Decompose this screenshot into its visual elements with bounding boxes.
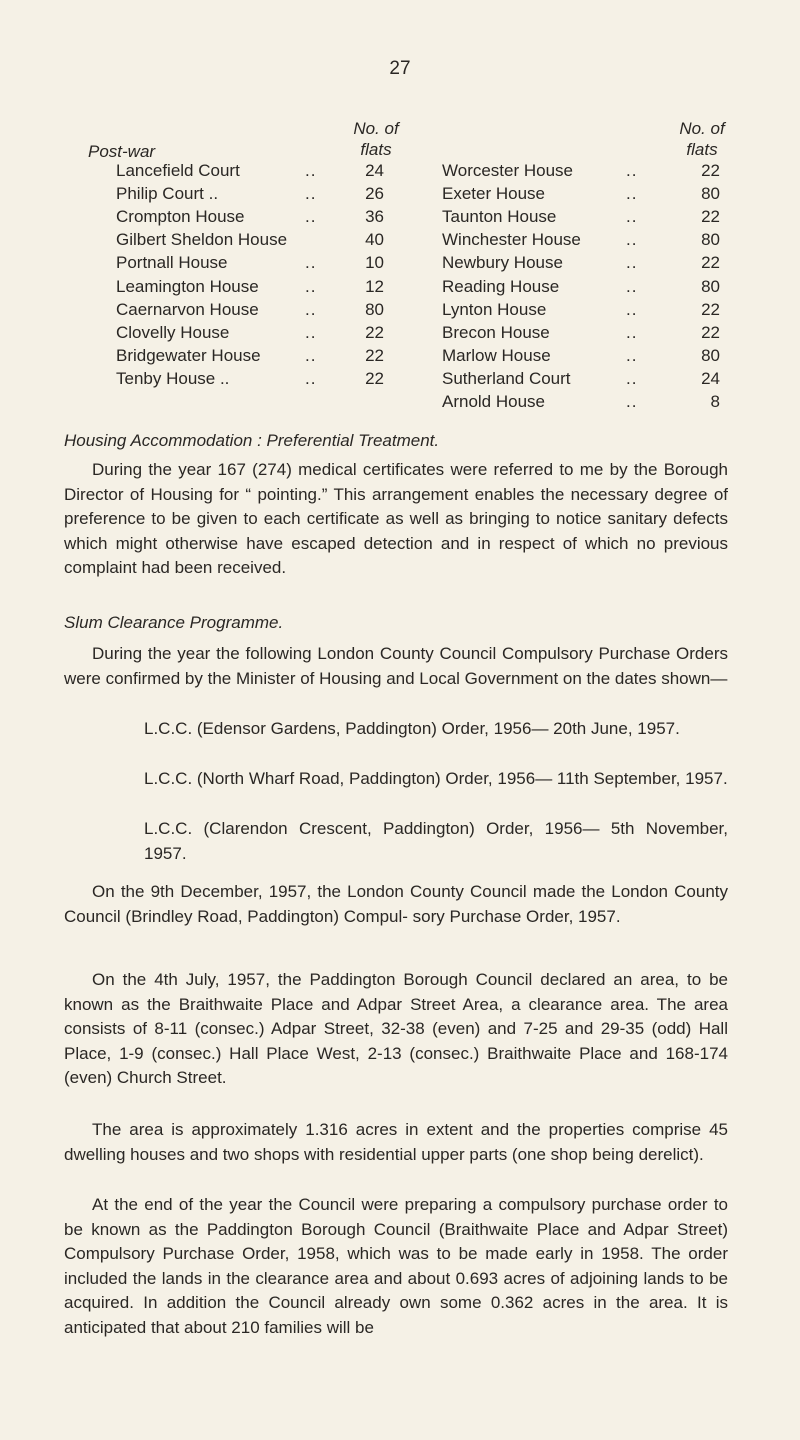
flats-count: 12: [365, 276, 384, 296]
flats-count: 24: [365, 161, 384, 180]
col-head-line2: flats: [686, 140, 718, 159]
building-name: Clovelly House: [116, 322, 230, 342]
building-name: Marlow House: [442, 345, 551, 365]
building-name: Leamington House: [116, 276, 259, 296]
flats-count: 22: [701, 207, 720, 227]
right-table-row: [442, 321, 720, 345]
flats-count: 40: [365, 230, 384, 250]
flats-count: 80: [365, 299, 384, 319]
leader-dots: ..: [305, 345, 317, 365]
building-name: Lynton House: [442, 299, 547, 319]
leader-dots: ..: [626, 322, 638, 342]
flats-count: 36: [365, 207, 384, 227]
leader-dots: ..: [305, 253, 317, 273]
building-name: Sutherland Court: [442, 368, 571, 388]
building-name: Philip Court ..: [116, 184, 219, 204]
building-name: Arnold House: [442, 392, 546, 411]
col-head-line2: flats: [360, 140, 392, 159]
leader-dots: ..: [626, 276, 638, 296]
area-paragraph: The area is approximately 1.316 acres in extent and the properties comprise 45 dwelling houses and two shops with residential upper parts (one shop being derelict).: [64, 1120, 728, 1164]
order-north-wharf-road: L.C.C. (North Wharf Road, Paddington) Order, 1956— 11th September, 1957.: [144, 769, 728, 788]
flats-count: 80: [701, 184, 720, 204]
right-table-row: [442, 251, 720, 275]
leader-dots: ..: [305, 299, 317, 319]
housing-accommodation-heading: Housing Accommodation : Preferential Treatment.: [64, 431, 440, 450]
flats-count: 80: [701, 276, 720, 296]
building-name: Lancefield Court: [116, 161, 240, 180]
building-name: Bridgewater House: [116, 345, 261, 365]
leader-dots: ..: [305, 184, 317, 204]
flats-count: 26: [365, 184, 384, 204]
flats-count: 22: [701, 322, 720, 342]
building-name: Portnall House: [116, 253, 228, 273]
slum-clearance-heading: Slum Clearance Programme.: [64, 613, 284, 632]
flats-count: 22: [701, 253, 720, 273]
leader-dots: ..: [626, 345, 638, 365]
left-table-row: [116, 321, 384, 345]
left-table-row: [116, 367, 384, 391]
right-table-row: [442, 228, 720, 252]
building-name: Newbury House: [442, 253, 563, 273]
building-name: Tenby House ..: [116, 368, 230, 388]
post-war-heading: Post-war: [88, 142, 156, 161]
leader-dots: ..: [305, 368, 317, 388]
building-name: Caernarvon House: [116, 299, 259, 319]
building-name: Exeter House: [442, 184, 545, 204]
leader-dots: ..: [626, 368, 638, 388]
building-name: Worcester House: [442, 161, 574, 180]
right-table-row: [442, 367, 720, 391]
left-table-row: [116, 228, 384, 252]
december-paragraph: On the 9th December, 1957, the London County Council made the London County Council (Brindley Road, Paddington) Compul- sory Purchase Order, 1957.: [64, 882, 728, 926]
right-table-row: [442, 159, 720, 183]
right-flats-column-header: [656, 118, 748, 160]
building-name: Gilbert Sheldon House: [116, 230, 288, 250]
right-table-row: [442, 182, 720, 206]
left-table-row: [116, 251, 384, 275]
right-table-row: [442, 298, 720, 322]
housing-paragraph: During the year 167 (274) medical certificates were referred to me by the Borough Director of Housing for “ pointing.” This arrangement enables the necessary degree of preference to be given to each certificate as well as bringing to notice sanitary defects which might otherwise have escaped detection and in respect of which no previous complaint had been received.: [64, 460, 728, 578]
slum-intro-paragraph: During the year the following London County Council Compulsory Purchase Orders were confirmed by the Minister of Housing and Local Government on the dates shown—: [64, 644, 728, 688]
page-number: 27: [389, 58, 411, 79]
col-head-line1: No. of: [353, 119, 399, 138]
end-of-year-paragraph: At the end of the year the Council were preparing a compulsory purchase order to be known as the Paddington Borough Council (Braithwaite Place and Adpar Street) Compulsory Purchase Order, 1958, which was to be made early in 1958. The order included the lands in the clearance area and about 0.693 acres of adjoining lands to be acquired. In addition the Council already own some 0.362 acres in the area. It is anticipated that about 210 families will be: [64, 1195, 728, 1337]
left-table-row: [116, 159, 384, 183]
leader-dots: ..: [305, 322, 317, 342]
flats-count: 22: [365, 322, 384, 342]
right-table-row: [442, 390, 720, 414]
flats-count: 22: [701, 299, 720, 319]
flats-count: 80: [701, 230, 720, 250]
leader-dots: ..: [626, 161, 638, 180]
right-table-row: [442, 205, 720, 229]
flats-count: 22: [365, 368, 384, 388]
leader-dots: ..: [626, 207, 638, 227]
building-name: Reading House: [442, 276, 560, 296]
leader-dots: ..: [305, 207, 317, 227]
flats-count: 8: [710, 392, 720, 411]
order-edensor-gardens: L.C.C. (Edensor Gardens, Paddington) Order, 1956— 20th June, 1957.: [144, 719, 680, 738]
leader-dots: ..: [626, 392, 638, 411]
left-table-row: [116, 275, 384, 299]
left-table-row: [116, 205, 384, 229]
right-table-row: [442, 344, 720, 368]
flats-count: 10: [365, 253, 384, 273]
leader-dots: ..: [305, 276, 317, 296]
left-flats-column-header: [330, 118, 422, 160]
left-table-row: [116, 182, 384, 206]
building-name: Brecon House: [442, 322, 550, 342]
leader-dots: ..: [626, 299, 638, 319]
leader-dots: ..: [305, 161, 317, 180]
building-name: Crompton House: [116, 207, 245, 227]
right-table-row: [442, 275, 720, 299]
left-table-row: [116, 344, 384, 368]
leader-dots: ..: [626, 230, 638, 250]
flats-count: 22: [365, 345, 384, 365]
july-paragraph: On the 4th July, 1957, the Paddington Borough Council declared an area, to be known as the Braithwaite Place and Adpar Street Area, a clearance area. The area consists of 8-11 (consec.) Adpar Street, 32-38 (even) and 7-25 and 29-35 (odd) Hall Place, 1-9 (consec.) Hall Place West, 2-13 (consec.) Braithwaite Place and 168-174 (even) Church Street.: [64, 970, 728, 1088]
col-head-line1: No. of: [679, 119, 725, 138]
order-clarendon-crescent: L.C.C. (Clarendon Crescent, Paddington) Order, 1956— 5th November, 1957.: [144, 819, 728, 863]
flats-count: 22: [701, 161, 720, 180]
flats-count: 80: [701, 345, 720, 365]
leader-dots: ..: [626, 253, 638, 273]
left-table-row: [116, 298, 384, 322]
building-name: Winchester House: [442, 230, 581, 250]
building-name: Taunton House: [442, 207, 557, 227]
leader-dots: ..: [626, 184, 638, 204]
flats-count: 24: [701, 368, 720, 388]
